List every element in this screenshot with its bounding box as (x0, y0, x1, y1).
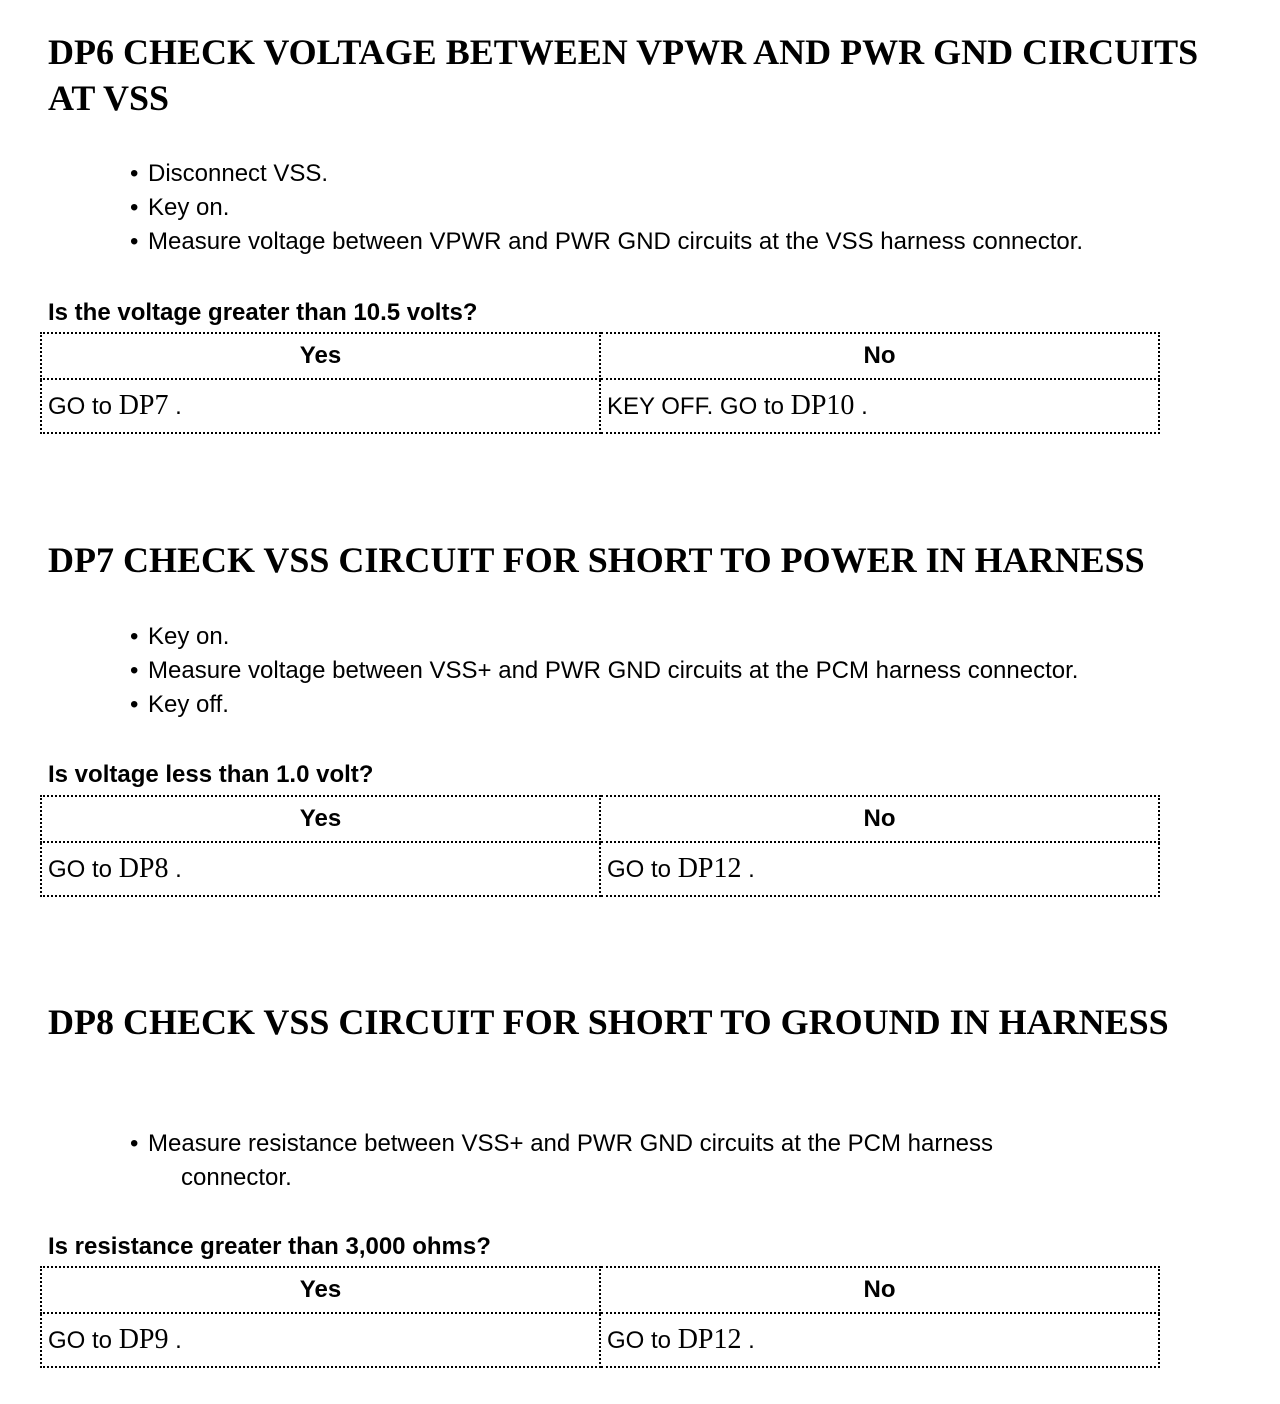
yes-suffix: . (168, 856, 182, 883)
yes-suffix: . (168, 393, 182, 420)
dp8-link[interactable]: DP8 (118, 853, 169, 884)
yes-cell (41, 842, 600, 896)
dp6-title: DP6 CHECK VOLTAGE BETWEEN VPWR AND PWR GND CIRCUITS AT VSS (48, 32, 1199, 118)
no-cell (600, 842, 1159, 896)
step-text: Key on. (148, 194, 230, 221)
dp7-step-list (130, 620, 1250, 722)
table-row (41, 1313, 1159, 1367)
yes-cell (41, 379, 600, 433)
dp12-link[interactable]: DP12 (677, 1324, 742, 1355)
dp8-answer-table (40, 1266, 1160, 1368)
dp9-link[interactable]: DP9 (118, 1324, 169, 1355)
step-text-continued: connector. (181, 1164, 292, 1191)
list-item (130, 225, 1250, 259)
dp7-answer-table (40, 795, 1160, 897)
no-cell (600, 1313, 1159, 1367)
list-item (130, 157, 1250, 191)
bullet-icon: • (130, 160, 139, 187)
yes-action-text: GO to (48, 856, 119, 883)
no-suffix: . (854, 393, 868, 420)
bullet-icon: • (130, 1130, 139, 1157)
dp8-question: Is resistance greater than 3,000 ohms? (48, 1233, 491, 1260)
step-text: Measure resistance between VSS+ and PWR GND circuits at the PCM harness (148, 1130, 994, 1157)
dp8-step-list (130, 1127, 1250, 1195)
no-cell (600, 379, 1159, 433)
step-text: Key off. (148, 691, 229, 718)
list-item (130, 191, 1250, 225)
list-item (130, 654, 1250, 688)
bullet-icon: • (130, 194, 139, 221)
dp6-question: Is the voltage greater than 10.5 volts? (48, 299, 478, 326)
bullet-icon: • (130, 657, 139, 684)
no-suffix: . (741, 856, 755, 883)
bullet-icon: • (130, 691, 139, 718)
no-action-text: KEY OFF. GO to (607, 393, 791, 420)
table-header-row (41, 796, 1159, 842)
yes-action-text: GO to (48, 1327, 119, 1354)
table-row (41, 379, 1159, 433)
yes-header: Yes (41, 796, 600, 842)
dp7-title: DP7 CHECK VSS CIRCUIT FOR SHORT TO POWER IN HARNESS (48, 540, 1145, 580)
yes-suffix: . (168, 1327, 182, 1354)
dp10-link[interactable]: DP10 (790, 390, 855, 421)
dp12-link[interactable]: DP12 (677, 853, 742, 884)
no-suffix: . (741, 1327, 755, 1354)
yes-header: Yes (41, 1267, 600, 1313)
step-text: Measure voltage between VSS+ and PWR GND circuits at the PCM harness connector. (148, 657, 1079, 684)
step-text: Measure voltage between VPWR and PWR GND circuits at the VSS harness connector. (148, 228, 1084, 255)
list-item (130, 1127, 1250, 1195)
dp7-link[interactable]: DP7 (118, 390, 169, 421)
no-action-text: GO to (607, 1327, 678, 1354)
bullet-icon: • (130, 623, 139, 650)
dp7-question: Is voltage less than 1.0 volt? (48, 761, 374, 788)
no-header: No (600, 1267, 1159, 1313)
yes-action-text: GO to (48, 393, 119, 420)
step-text: Disconnect VSS. (148, 160, 329, 187)
table-header-row (41, 333, 1159, 379)
no-header: No (600, 796, 1159, 842)
list-item (130, 688, 1250, 722)
step-text: Key on. (148, 623, 230, 650)
bullet-icon: • (130, 228, 139, 255)
dp6-answer-table (40, 332, 1160, 434)
list-item (130, 620, 1250, 654)
table-row (41, 842, 1159, 896)
yes-header: Yes (41, 333, 600, 379)
no-header: No (600, 333, 1159, 379)
no-action-text: GO to (607, 856, 678, 883)
dp8-title: DP8 CHECK VSS CIRCUIT FOR SHORT TO GROUND IN HARNESS (48, 1002, 1169, 1042)
dp6-step-list (130, 157, 1250, 259)
yes-cell (41, 1313, 600, 1367)
table-header-row (41, 1267, 1159, 1313)
